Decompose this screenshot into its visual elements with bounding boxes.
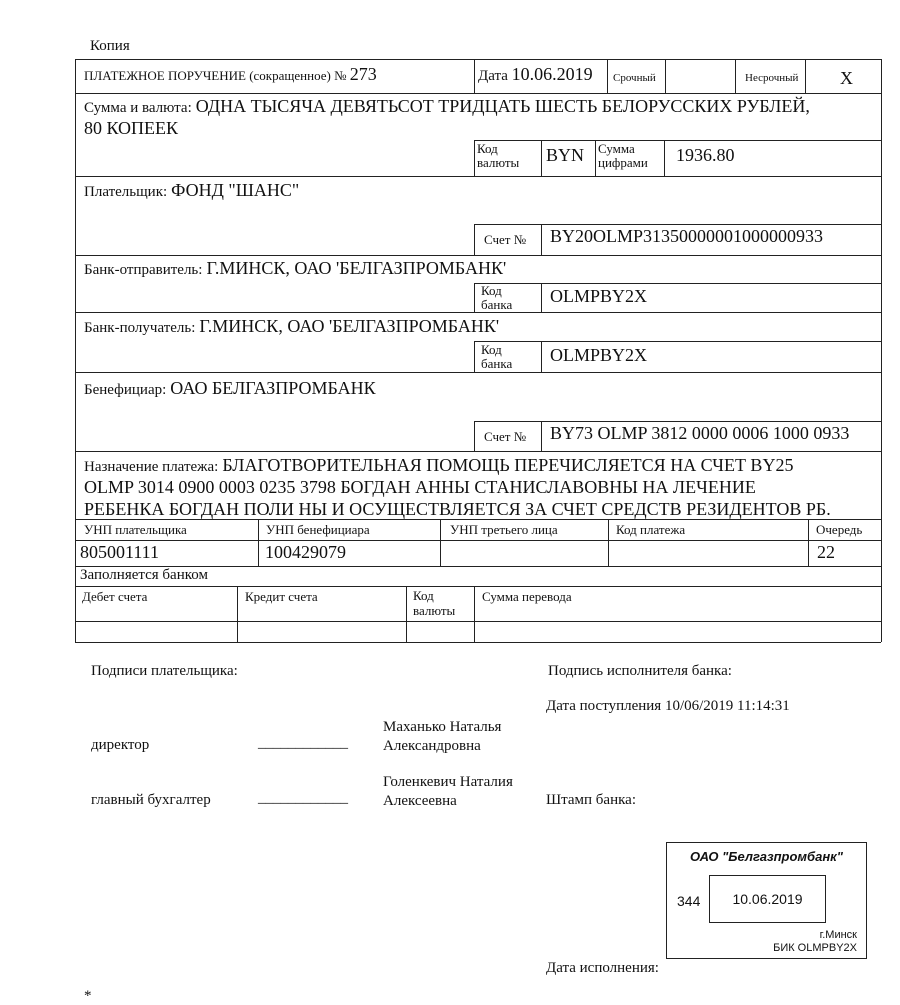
receiver-bank-code-value: OLMPBY2X bbox=[550, 345, 648, 365]
payer-unp-value: 805001111 bbox=[80, 542, 159, 562]
accountant-signature-line: ____________ bbox=[258, 790, 348, 806]
director-signature-line: ____________ bbox=[258, 735, 348, 751]
currency-value: BYN bbox=[546, 145, 585, 165]
beneficiary-unp-label: УНП бенефициара bbox=[266, 522, 370, 537]
bank-stamp bbox=[666, 842, 867, 959]
sum-digits-label: Сумма цифрами bbox=[598, 141, 648, 170]
bank-stamp-label: Штамп банка: bbox=[546, 792, 636, 808]
transfer-sum-label: Сумма перевода bbox=[482, 589, 572, 604]
payer-name: Плательщик: ФОНД "ШАНС" bbox=[84, 180, 300, 200]
order-number: 273 bbox=[349, 64, 377, 84]
receiver-bank-name: Банк-получатель: Г.МИНСК, ОАО 'БЕЛГАЗПРОМБАНК' bbox=[84, 316, 500, 336]
order-date: Дата 10.06.2019 bbox=[478, 64, 593, 84]
director-label: директор bbox=[91, 737, 150, 753]
payer-signatures-title: Подписи плательщика: bbox=[91, 663, 238, 679]
urgent-label: Срочный bbox=[613, 72, 656, 84]
bank-currency-label: Код валюты bbox=[413, 588, 456, 618]
stamp-date: 10.06.2019 bbox=[732, 891, 803, 907]
amount-in-words: Сумма и валюта: ОДНА ТЫСЯЧА ДЕВЯТЬСОТ ТРИДЦАТЬ ШЕСТЬ БЕЛОРУССКИХ РУБЛЕЙ, 80 КОПЕЕК bbox=[84, 96, 810, 138]
stamp-city: г.Минск bbox=[819, 929, 857, 941]
stamp-bic: БИК OLMPBY2X bbox=[773, 942, 857, 954]
copy-label: Копия bbox=[90, 38, 130, 54]
footnote-mark: * bbox=[84, 988, 92, 1004]
beneficiary-account-label: Счет № bbox=[484, 429, 527, 444]
sender-bank-code-label: Код банка bbox=[481, 283, 513, 312]
bank-signature-title: Подпись исполнителя банка: bbox=[548, 663, 732, 679]
sender-bank-name: Банк-отправитель: Г.МИНСК, ОАО 'БЕЛГАЗПРОМБАНК' bbox=[84, 258, 507, 278]
third-party-unp-label: УНП третьего лица bbox=[450, 522, 558, 537]
accountant-name: Голенкевич Наталия Алексеевна bbox=[383, 774, 513, 809]
receipt-date: Дата поступления 10/06/2019 11:14:31 bbox=[546, 698, 790, 714]
payment-purpose: Назначение платежа: БЛАГОТВОРИТЕЛЬНАЯ ПОМОЩЬ ПЕРЕЧИСЛЯЕТСЯ НА СЧЕТ BY25 OLMP 3014 0900 0003 0235 3798 БОГДАН АННЫ СТАНИСЛАВОВНЫ НА ЛЕЧЕНИЕ РЕБЕНКА БОГДАН ПОЛИ НЫ И ОСУЩЕСТВЛЯЕТСЯ ЗА СЧЕТ СРЕДСТВ РЕЗИДЕНТОВ РБ. bbox=[84, 455, 831, 519]
beneficiary-account-value: BY73 OLMP 3812 0000 0006 1000 0933 bbox=[550, 423, 850, 443]
form-title: ПЛАТЕЖНОЕ ПОРУЧЕНИЕ (сокращенное) № 273 bbox=[84, 64, 377, 84]
payer-account-value: BY20OLMP31350000001000000933 bbox=[550, 226, 824, 246]
sender-bank-code-value: OLMPBY2X bbox=[550, 286, 648, 306]
stamp-bank-name: ОАО "Белгазпромбанк" bbox=[690, 849, 843, 864]
queue-value: 22 bbox=[817, 542, 835, 562]
debit-label: Дебет счета bbox=[82, 589, 148, 604]
accountant-label: главный бухгалтер bbox=[91, 792, 211, 808]
receiver-bank-code-label: Код банка bbox=[481, 342, 513, 371]
director-name: Маханько Наталья Александровна bbox=[383, 719, 502, 754]
payer-account-label: Счет № bbox=[484, 232, 527, 247]
credit-label: Кредит счета bbox=[245, 589, 318, 604]
bank-section-title: Заполняется банком bbox=[80, 567, 208, 583]
stamp-branch: 344 bbox=[677, 893, 701, 909]
nonurgent-mark: X bbox=[840, 68, 853, 88]
execution-date-label: Дата исполнения: bbox=[546, 960, 659, 976]
queue-label: Очередь bbox=[816, 522, 863, 537]
payer-unp-label: УНП плательщика bbox=[84, 522, 187, 537]
nonurgent-label: Несрочный bbox=[745, 72, 799, 84]
currency-code-label: Код валюты bbox=[477, 141, 520, 170]
payment-code-label: Код платежа bbox=[616, 522, 686, 537]
beneficiary-unp-value: 100429079 bbox=[265, 542, 346, 562]
stamp-date-box bbox=[709, 875, 826, 923]
sum-digits-value: 1936.80 bbox=[676, 145, 735, 165]
beneficiary-name: Бенефициар: ОАО БЕЛГАЗПРОМБАНК bbox=[84, 378, 376, 398]
